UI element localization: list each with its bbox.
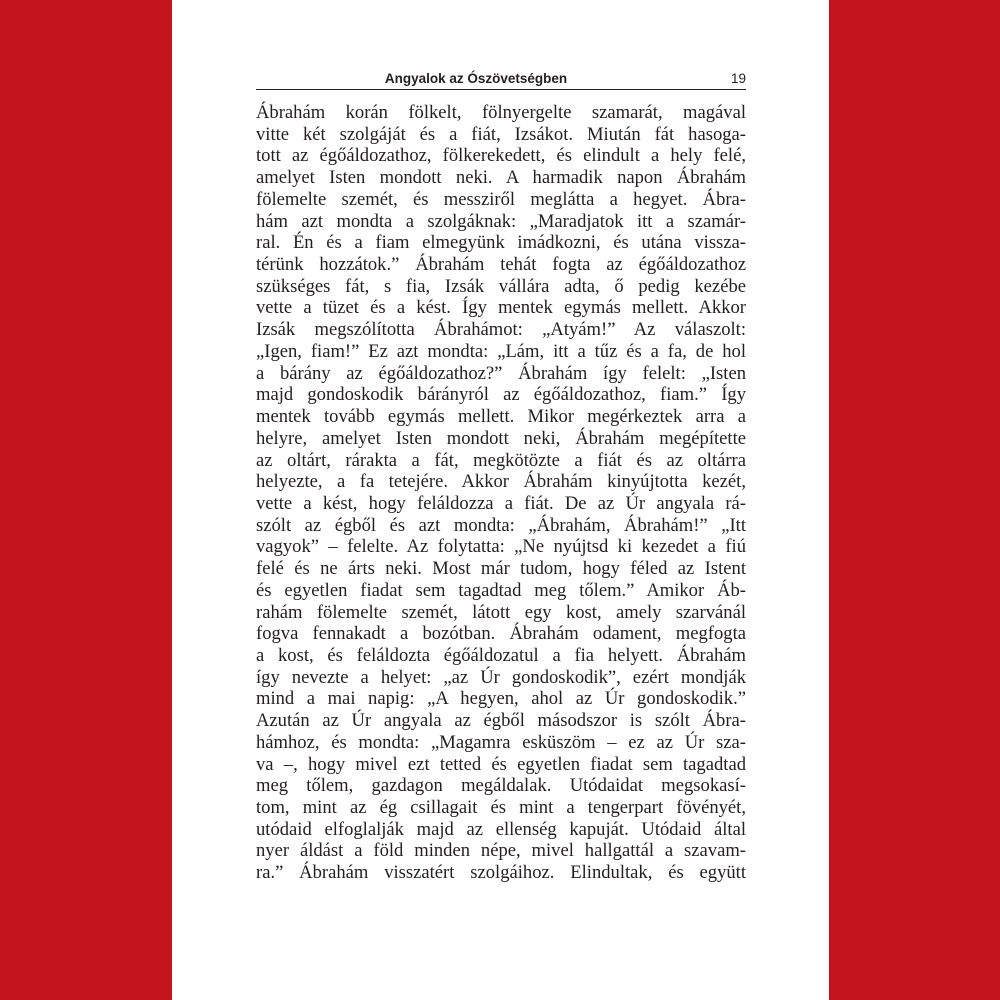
text-line: mentek tovább egymás mellett. Mikor megérkeztek arra a xyxy=(256,406,746,428)
text-line: vagyok” – felelte. Az folytatta: „Ne nyújtsd ki kezedet a fiú xyxy=(256,536,746,558)
text-line: helyre, amelyet Isten mondott neki, Ábrahám megépítette xyxy=(256,427,746,449)
text-line: a bárány az égőáldozathoz?” Ábrahám így felelt: „Isten xyxy=(256,362,746,384)
text-line: szólt az égből és azt mondta: „Ábrahám, Ábrahám!” „Itt xyxy=(256,514,746,536)
text-line: tott az égőáldozathoz, fölkerekedett, és elindult a hely felé, xyxy=(256,145,746,167)
text-line: tom, mint az ég csillagait és mint a tengerpart fövényét, xyxy=(256,797,746,818)
text-line: hámhoz, és mondta: „Magamra esküszöm – ez az Úr sza- xyxy=(256,731,746,753)
text-line: az oltárt, rárakta a fát, megkötözte a fiát és az oltárra xyxy=(256,449,746,471)
chapter-title: Angyalok az Ószövetségben xyxy=(384,71,568,86)
text-line: felé és ne árts neki. Most már tudom, hogy féled az Istent xyxy=(256,558,746,580)
text-line: helyezte, a fa tetejére. Akkor Ábrahám kinyújtotta kezét, xyxy=(256,471,746,493)
text-line: rahám fölemelte szemét, látott egy kost, amely szarvánál xyxy=(256,601,746,623)
text-line: térünk hozzátok.” Ábrahám tehát fogta az égőáldozathoz xyxy=(256,254,746,276)
text-line: „Igen, fiam!” Ez azt mondta: „Lám, itt a tűz és a fa, de hol xyxy=(256,340,746,362)
running-header xyxy=(256,68,746,90)
text-line: majd gondoskodik bárányról az égőáldozathoz, fiam.” Így xyxy=(256,384,746,406)
text-line: a kost, és feláldozta égőáldozatul a fia helyett. Ábrahám xyxy=(256,644,746,666)
text-line: nyer áldást a föld minden népe, mivel hallgattál a szavam- xyxy=(256,840,746,862)
text-line: vitte két szolgáját és a fiát, Izsákot. Miután fát hasoga- xyxy=(256,123,746,145)
text-line: Izsák megszólította Ábrahámot: „Atyám!” Az válaszolt: xyxy=(256,319,746,341)
body-text xyxy=(256,102,746,884)
text-line: ra.” Ábrahám visszatért szolgáihoz. Elindultak, és együtt xyxy=(256,862,746,884)
text-line: utódaid elfoglalják majd az ellenség kapuját. Utódaid által xyxy=(256,818,746,840)
text-line: mind a mai napig: „A hegyen, ahol az Úr gondoskodik.” xyxy=(256,688,746,710)
page-number: 19 xyxy=(730,71,746,86)
text-line: így nevezte a helyet: „az Úr gondoskodik”, ezért mondják xyxy=(256,666,746,688)
text-line: ral. Én és a fiam elmegyünk imádkozni, és utána vissza- xyxy=(256,232,746,254)
text-line: meg tőlem, gazdagon megáldalak. Utódaidat megsokasí- xyxy=(256,775,746,797)
text-line: vette a tüzet és a kést. Így mentek egymás mellett. Akkor xyxy=(256,297,746,319)
text-line: amelyet Isten mondott neki. A harmadik napon Ábrahám xyxy=(256,167,746,189)
header-rule xyxy=(256,89,746,90)
text-line: hám azt mondta a szolgáknak: „Maradjatok itt a szamár- xyxy=(256,210,746,232)
text-line: Ábrahám korán fölkelt, fölnyergelte szamarát, magával xyxy=(256,102,746,123)
text-line: vette a kést, hogy feláldozza a fiát. De az Úr angyala rá- xyxy=(256,492,746,514)
text-line: szükséges fát, s fia, Izsák vállára adta, ő pedig kezébe xyxy=(256,275,746,297)
text-line: fölemelte szemét, és messziről meglátta a hegyet. Ábra- xyxy=(256,188,746,210)
text-line: va –, hogy mivel ezt tetted és egyetlen fiadat sem tagadtad xyxy=(256,753,746,775)
text-line: fogva fennakadt a bozótban. Ábrahám odament, megfogta xyxy=(256,623,746,645)
book-page xyxy=(172,0,829,1000)
text-line: Azután az Úr angyala az égből másodszor is szólt Ábra- xyxy=(256,710,746,732)
text-line: és egyetlen fiadat sem tagadtad meg tőlem.” Amikor Áb- xyxy=(256,579,746,601)
